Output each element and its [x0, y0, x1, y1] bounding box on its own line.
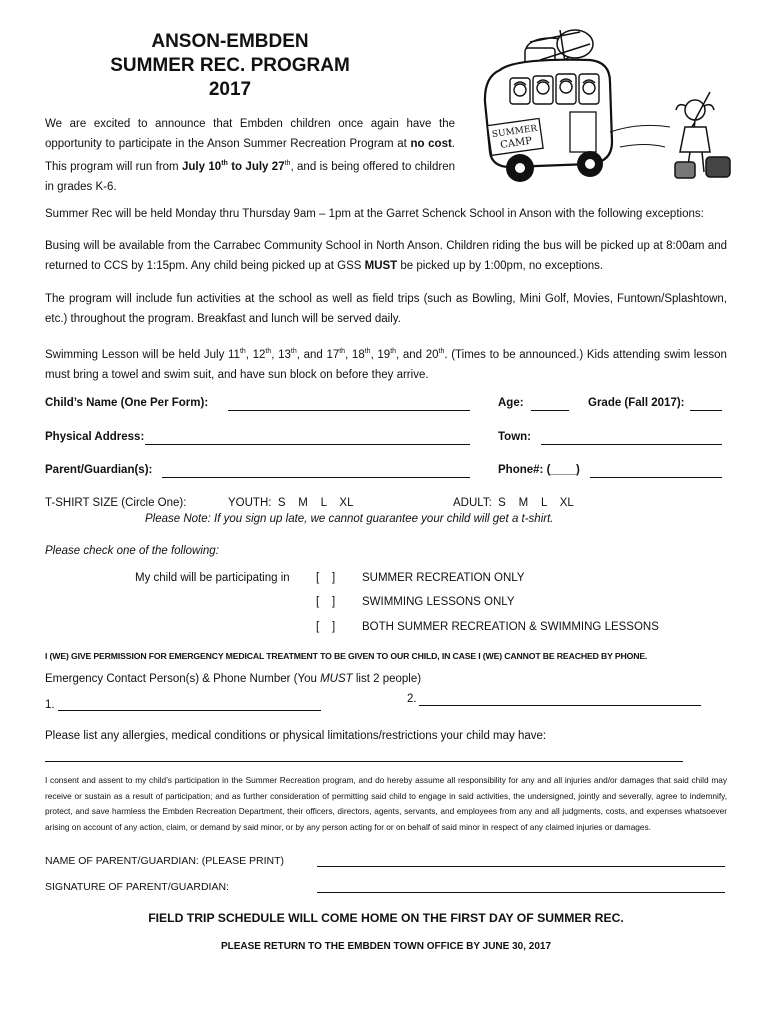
waving-child-figure [675, 92, 730, 178]
swim-date: , 19 [370, 348, 391, 361]
swim-text: Swimming Lesson will be held July 11 [45, 348, 240, 361]
parent-label: Parent/Guardian(s): [45, 464, 153, 476]
swim-date: , and 20 [396, 348, 439, 361]
emergency-contact-2-field[interactable] [419, 705, 701, 706]
tshirt-note: Please Note: If you sign up late, we cannot guarantee your child will get a t-shirt. [145, 513, 554, 525]
swim-sup: th [438, 348, 445, 355]
bus-sign [487, 118, 543, 155]
date-connector: to [227, 160, 246, 173]
parent-name-field[interactable] [317, 866, 725, 867]
youth-size-options[interactable]: S M L XL [277, 497, 354, 509]
swim-date: , 18 [345, 348, 365, 361]
end-date-suffix: th [284, 160, 291, 167]
tshirt-label: T-SHIRT SIZE (Circle One): [45, 497, 187, 509]
option-checkbox-2[interactable]: [ ] [316, 596, 336, 608]
emergency-text-b: list 2 people) [352, 673, 422, 685]
svg-text:CAMP: CAMP [499, 135, 533, 152]
option-label-2: SWIMMING LESSONS ONLY [362, 596, 515, 608]
option-checkbox-1[interactable]: [ ] [316, 572, 336, 584]
intro-text-1: We are excited to announce that Embden children once again have the opportunity to participate in the Anson Summer Recreation Program at [45, 118, 455, 150]
age-label: Age: [498, 397, 524, 409]
title-line-1: ANSON-EMBDEN [151, 31, 309, 52]
swim-date: , 13 [271, 348, 291, 361]
consent-paragraph: I consent and assent to my child’s participation in the Summer Recreation program, and do hereby assume all responsibility for any and all injuries and/or damages that said child may receive or sustain as a result of participation; and as further consideration of permitting said child to engage in said activities, the undersigned, jointly and severally, agree to indemnify, protect, and save harmless the Embden Recreation Department, their officers, directors, agents, servants, and employees from any and all judgments, costs, and expenses whatsoever arising on account of any action, claim, or demand by said minor, or by any person acting for or on behalf of said minor in respect of any claimed injuries or damages. [45, 775, 727, 832]
town-label: Town: [498, 431, 531, 443]
start-date: July 10 [182, 160, 222, 173]
emergency-text-a: Emergency Contact Person(s) & Phone Number (You [45, 673, 321, 685]
parent-name-label: NAME OF PARENT/GUARDIAN: (PLEASE PRINT) [45, 855, 285, 867]
schedule-text: Summer Rec will be held Monday thru Thursday 9am – 1pm at the Garret Schenck School in Anson with the following exceptions: [45, 208, 704, 220]
address-label: Physical Address: [45, 431, 145, 443]
phone-label-text: Phone#: [498, 464, 544, 476]
child-name-field[interactable] [228, 410, 470, 411]
option-label-1: SUMMER RECREATION ONLY [362, 572, 525, 584]
swim-sup: th [265, 348, 272, 355]
participation-lead: My child will be participating in [135, 572, 290, 584]
youth-sizes[interactable] [228, 497, 353, 509]
emergency-label [45, 673, 421, 685]
swim-text-2: . (Times to be announced.) Kids attending swim lesson must bring a towel and swim suit, and have sun block on before they arrive. [45, 348, 727, 381]
svg-text:SUMMER: SUMMER [491, 123, 538, 141]
swim-sup: th [339, 348, 346, 355]
busing-text-2: be picked up by 1:00pm, no exceptions. [397, 260, 604, 272]
signature-label: SIGNATURE OF PARENT/GUARDIAN: [45, 881, 229, 893]
title-line-2: SUMMER REC. PROGRAM [110, 55, 350, 76]
allergies-field[interactable] [45, 761, 683, 762]
town-field[interactable] [541, 444, 722, 445]
option-label-3: BOTH SUMMER RECREATION & SWIMMING LESSONS [362, 621, 659, 633]
motion-lines [610, 125, 670, 147]
swim-sup: th [239, 348, 246, 355]
check-instruction: Please check one of the following: [45, 545, 219, 557]
intro-paragraph [45, 114, 455, 197]
busing-paragraph [45, 236, 727, 276]
intro-text-2: . This program will run from [45, 138, 455, 173]
youth-label: YOUTH: [228, 497, 272, 509]
medical-permission: I (WE) GIVE PERMISSION FOR EMERGENCY MEDICAL TREATMENT TO BE GIVEN TO OUR CHILD, IN CASE I (WE) CANNOT BE REACHED BY PHONE. [45, 651, 648, 661]
swim-date: , and 17 [296, 348, 340, 361]
summer-camp-bus-illustration [470, 22, 740, 197]
grade-field[interactable] [690, 410, 722, 411]
start-date-suffix: th [221, 160, 228, 167]
phone-label [498, 464, 580, 476]
adult-sizes[interactable] [453, 497, 574, 509]
title-line-3: 2017 [208, 79, 252, 100]
adult-size-options[interactable]: S M L XL [498, 497, 574, 509]
child-name-label: Child’s Name (One Per Form): [45, 397, 209, 409]
end-date: July 27 [245, 160, 285, 173]
allergies-label: Please list any allergies, medical conditions or physical limitations/restrictions your child may have: [45, 730, 547, 742]
swim-paragraph [45, 342, 727, 385]
field-trip-notice: FIELD TRIP SCHEDULE WILL COME HOME ON THE FIRST DAY OF SUMMER REC. [148, 911, 624, 925]
grade-label: Grade (Fall 2017): [588, 397, 685, 409]
swim-sup: th [364, 348, 371, 355]
return-notice: PLEASE RETURN TO THE EMBDEN TOWN OFFICE BY JUNE 30, 2017 [220, 941, 552, 952]
swim-date: , 12 [245, 348, 266, 361]
address-field[interactable] [145, 444, 470, 445]
age-field[interactable] [531, 410, 569, 411]
phone-field[interactable] [590, 477, 722, 478]
program-paragraph: The program will include fun activities at the school as well as field trips (such as Bowling, Mini Golf, Movies, Funtown/Splashtown, etc.) throughout the program. Breakfast and lunch will be served daily. [45, 293, 727, 325]
emergency-number-1: 1. [45, 699, 55, 711]
adult-label: ADULT: [453, 497, 492, 509]
emergency-number-2: 2. [407, 693, 417, 705]
parent-field[interactable] [162, 477, 470, 478]
emergency-contact-1-field[interactable] [58, 710, 321, 711]
intro-text-3: , and is being offered to children in grades K-6. [45, 160, 455, 193]
busing-text-1: Busing will be available from the Carrabec Community School in North Anson. Children riding the bus will be picked up at 8:00am and returned to CCS by 1:15pm. Any child being picked up at GSS [45, 240, 727, 272]
signature-field[interactable] [317, 892, 725, 893]
swim-sup: th [390, 348, 397, 355]
swim-sup: th [290, 348, 297, 355]
option-checkbox-3[interactable]: [ ] [316, 621, 336, 633]
page-title [40, 30, 420, 102]
intro-no-cost: no cost [410, 138, 452, 150]
emergency-must: MUST [320, 673, 353, 685]
phone-area-code[interactable]: (____) [546, 464, 580, 476]
busing-must: MUST [364, 260, 398, 272]
